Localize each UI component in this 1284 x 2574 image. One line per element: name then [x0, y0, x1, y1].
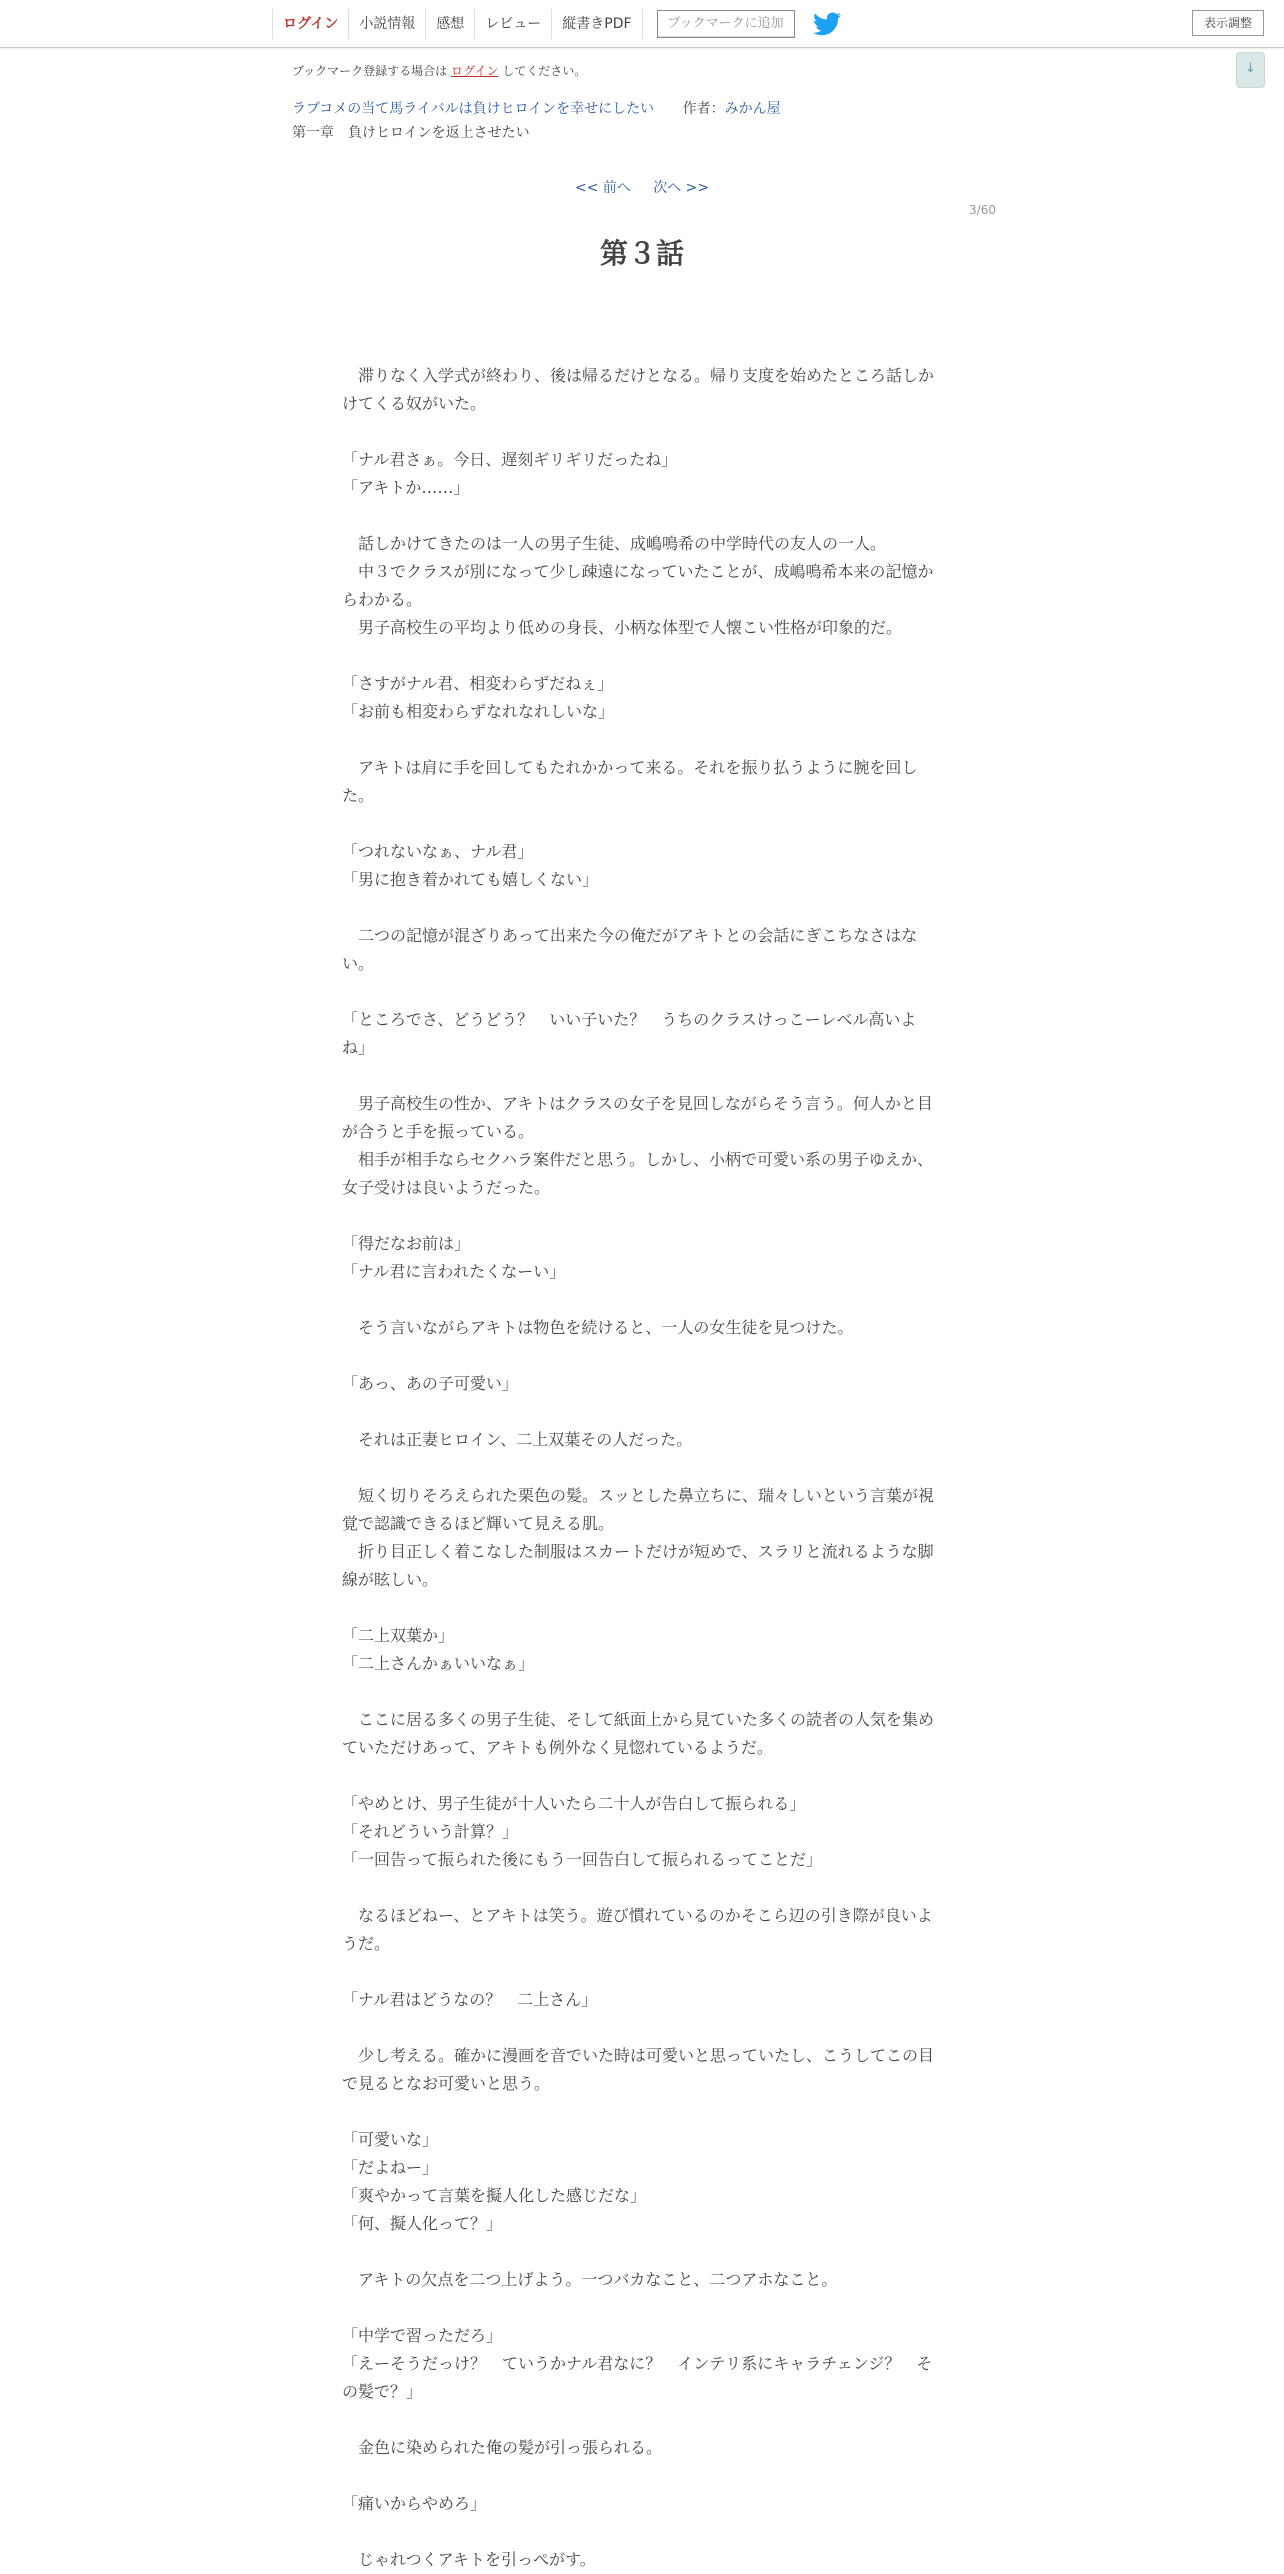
body-line: けてくる奴がいた。 — [342, 394, 487, 413]
body-line — [342, 1594, 942, 1622]
body-line: 滞りなく入学式が終わり、後は帰るだけとなる。帰り支度を始めたところ話しか — [342, 366, 935, 385]
body-line — [342, 2406, 942, 2434]
body-line: 覚で認識できるほど輝いて見える肌。 — [342, 1514, 615, 1533]
body-line — [342, 1398, 942, 1426]
body-line: た。 — [342, 786, 375, 805]
body-line: 「お前も相変わらずなれなれしいな」 — [342, 702, 615, 721]
bookmark-notice-prefix: ブックマーク登録する場合は — [292, 64, 448, 78]
body-line: なるほどねー、とアキトは笑う。遊び慣れているのかそこら辺の引き際が良いよ — [342, 1906, 933, 1925]
body-line: らわかる。 — [342, 590, 423, 609]
nav-review-link[interactable]: レビュー — [474, 9, 551, 39]
novel-body-text — [342, 334, 942, 2574]
body-line: 相手が相手ならセクハラ案件だと思う。しかし、小柄で可愛い系の男子ゆえか、 — [342, 1150, 934, 1169]
body-line: 中３でクラスが別になって少し疎遠になっていたことが、成嶋鳴希本来の記憶か — [342, 562, 934, 581]
body-line: ていただけあって、アキトも例外なく見惚れているようだ。 — [342, 1738, 773, 1757]
body-line: の髪で？」 — [342, 2382, 423, 2401]
episode-title: 第３話 — [599, 237, 684, 270]
nav-impressions-link[interactable]: 感想 — [425, 9, 474, 39]
bookmark-add-button[interactable]: ブックマークに追加 — [657, 10, 795, 38]
bookmark-login-notice — [292, 62, 586, 79]
body-line — [342, 2294, 942, 2322]
body-line — [342, 894, 942, 922]
next-episode-link[interactable]: 次へ >> — [653, 180, 710, 196]
body-line: 「ナル君はどうなの？ 二上さん」 — [342, 1990, 598, 2009]
body-line: 「爽やかって言葉を擬人化した感じだな」 — [342, 2186, 647, 2205]
author-label: 作者： — [682, 101, 725, 117]
novel-header — [292, 98, 781, 118]
body-line: 「可愛いな」 — [342, 2130, 439, 2149]
body-line: 「一回告って振られた後にもう一回告白して振られるってことだ」 — [342, 1850, 823, 1869]
prev-episode-link[interactable]: << 前へ — [574, 180, 631, 196]
body-line — [342, 334, 942, 362]
bookmark-notice-login-link[interactable]: ログイン — [451, 64, 499, 78]
nav-vertical-pdf-link[interactable]: 縦書きPDF — [551, 9, 642, 39]
body-line: 少し考える。確かに漫画を音でいた時は可愛いと思っていたし、こうしてこの目 — [342, 2046, 935, 2065]
body-line — [342, 502, 942, 530]
body-line: 女子受けは良いようだった。 — [342, 1178, 551, 1197]
body-line: 「中学で習っただろ」 — [342, 2326, 503, 2345]
author-link[interactable]: みかん屋 — [724, 101, 781, 117]
body-line — [342, 1958, 942, 1986]
body-line: 「だよねー」 — [342, 2158, 439, 2177]
body-line: うだ。 — [342, 1934, 391, 1953]
bookmark-notice-suffix: してください。 — [502, 64, 587, 78]
body-line: 「つれないなぁ、ナル君」 — [342, 842, 534, 861]
scroll-down-arrow-icon[interactable]: ↓ — [1236, 52, 1265, 88]
twitter-icon[interactable] — [813, 12, 841, 36]
body-line: 二つの記憶が混ざりあって出来た今の俺だがアキトとの会話にぎこちなさはな — [342, 926, 918, 945]
body-line — [342, 1342, 942, 1370]
body-line: 折り目正しく着こなした制服はスカートだけが短めで、スラリと流れるような脚 — [342, 1542, 934, 1561]
nav-items — [272, 0, 841, 47]
body-line: 金色に染められた俺の髪が引っ張られる。 — [342, 2438, 663, 2457]
display-settings-button[interactable]: 表示調整 — [1192, 10, 1264, 36]
body-line: 「アキトか……」 — [342, 478, 470, 497]
body-line: じゃれつくアキトを引っぺがす。 — [342, 2550, 596, 2569]
body-line: 「二上双葉か」 — [342, 1626, 455, 1645]
body-line: 「ナル君に言われたくなーい」 — [342, 1262, 566, 1281]
nav-novel-info-link[interactable]: 小説情報 — [348, 9, 425, 39]
body-line: 「それどういう計算？」 — [342, 1822, 519, 1841]
body-line: で見るとなお可愛いと思う。 — [342, 2074, 551, 2093]
body-line — [342, 418, 942, 446]
body-line: 「得だなお前は」 — [342, 1234, 471, 1253]
body-line: 「えーそうだっけ？ ていうかナル君なに？ インテリ系にキャラチェンジ？ そ — [342, 2354, 933, 2373]
body-line: ここに居る多くの男子生徒、そして紙面上から見ていた多くの読者の人気を集め — [342, 1710, 935, 1729]
body-line — [342, 2014, 942, 2042]
body-line — [342, 2518, 942, 2546]
body-line: 線が眩しい。 — [342, 1570, 439, 1589]
body-line: 話しかけてきたのは一人の男子生徒、成嶋鳴希の中学時代の友人の一人。 — [342, 534, 887, 553]
body-line: アキトの欠点を二つ上げよう。一つバカなこと、二つアホなこと。 — [342, 2270, 838, 2289]
body-line — [342, 1762, 942, 1790]
body-line — [342, 1286, 942, 1314]
body-line — [342, 1678, 942, 1706]
body-line: 「さすがナル君、相変わらずだねぇ」 — [342, 674, 614, 693]
body-line — [342, 1062, 942, 1090]
body-line: 「やめとけ、男子生徒が十人いたら二十人が告白して振られる」 — [342, 1794, 806, 1813]
body-line — [342, 978, 942, 1006]
body-line — [342, 726, 942, 754]
body-line: い。 — [342, 954, 375, 973]
body-line — [342, 2238, 942, 2266]
body-line: ね」 — [342, 1038, 375, 1057]
body-line: それは正妻ヒロイン、二上双葉その人だった。 — [342, 1430, 693, 1449]
top-navigation — [0, 0, 1284, 48]
episode-pager — [0, 177, 1284, 197]
body-line — [342, 2098, 942, 2126]
body-line — [342, 1454, 942, 1482]
body-line: 短く切りそろえられた栗色の髪。スッとした鼻立ちに、瑞々しいという言葉が視 — [342, 1486, 934, 1505]
body-line — [342, 1202, 942, 1230]
body-line: 「あっ、あの子可愛い」 — [342, 1374, 518, 1393]
novel-title-link[interactable]: ラブコメの当て馬ライバルは負けヒロインを幸せにしたい — [292, 101, 655, 117]
body-line — [342, 1874, 942, 1902]
chapter-title: 第一章 負けヒロインを返上させたい — [292, 125, 530, 141]
body-line: 「ナル君さぁ。今日、遅刻ギリギリだったね」 — [342, 450, 678, 469]
nav-login-link[interactable]: ログイン — [272, 9, 348, 39]
body-line: アキトは肩に手を回してもたれかかって来る。それを振り払うように腕を回し — [342, 758, 918, 777]
body-line: が合うと手を振っている。 — [342, 1122, 535, 1141]
body-line — [342, 642, 942, 670]
body-line: 「何、擬人化って？」 — [342, 2214, 503, 2233]
body-line: 「ところでさ、どうどう？ いい子いた？ うちのクラスけっこーレベル高いよ — [342, 1010, 917, 1029]
body-line: 「二上さんかぁいいなぁ」 — [342, 1654, 535, 1673]
body-line: 「男に抱き着かれても嬉しくない」 — [342, 870, 599, 889]
body-line: そう言いながらアキトは物色を続けると、一人の女生徒を見つけた。 — [342, 1318, 854, 1337]
body-line: 男子高校生の性か、アキトはクラスの女子を見回しながらそう言う。何人かと目 — [342, 1094, 933, 1113]
body-line — [342, 810, 942, 838]
body-line: 男子高校生の平均より低めの身長、小柄な体型で人懐こい性格が印象的だ。 — [342, 618, 903, 637]
episode-count: 3/60 — [969, 203, 996, 217]
body-line: 「痛いからやめろ」 — [342, 2494, 487, 2513]
body-line — [342, 2462, 942, 2490]
